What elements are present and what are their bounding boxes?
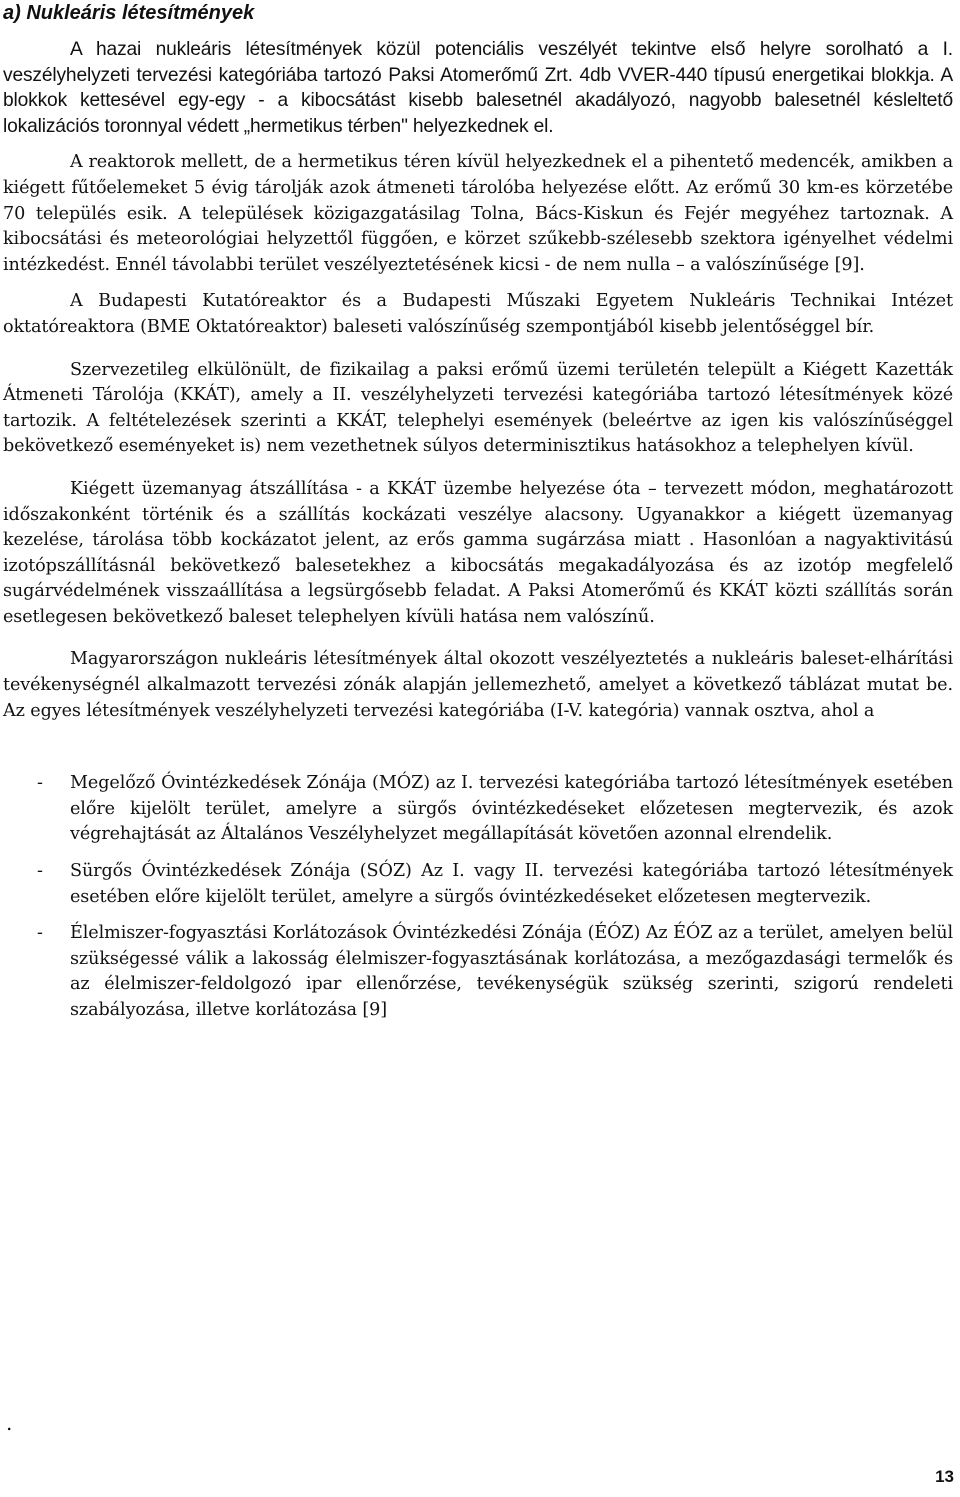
spacer xyxy=(3,139,953,150)
list-item-eoz xyxy=(3,921,953,1023)
stray-period: . xyxy=(6,1411,13,1435)
spacer xyxy=(3,848,953,859)
spacer xyxy=(3,341,953,358)
list-item-text: Sürgős Óvintézkedések Zónája (SÓZ) Az I. vagy II. tervezési kategóriába tartozó létesítmények esetében előre kijelölt terület, amelyre a sürgős óvintézkedéseket előzetesen megtervezik. xyxy=(70,861,953,907)
list-bullet: - xyxy=(37,773,43,794)
spacer xyxy=(3,26,953,37)
page-number: 13 xyxy=(935,1467,954,1486)
list-item-text: Megelőző Óvintézkedések Zónája (MÓZ) az I. tervezési kategóriába tartozó létesítmények esetében előre kijelölt terület, amelyre a sürgős óvintézkedéseket előzetesen megtervezik, és azok végrehajtását az Általános Veszélyhelyzet megállapítását követően azonnal elrendelik. xyxy=(70,773,953,845)
spacer xyxy=(3,460,953,477)
paragraph-fuel-transport: Kiégett üzemanyag átszállítása - a KKÁT üzembe helyezése óta – tervezett módon, meghatározott időszakonként történik és a szállítás kockázati veszélye alacsony. Ugyanakkor a kiégett üzemanyag kezelése, tárolása több kockázatot jelent, az erős gamma sugárzása miatt . Hasonlóan a nagyaktivitású izotópszállításnál bekövetkező balesetekhez a kibocsátás megakadályozása és az izotóp megfelelő sugárvédelmének visszaállítása a legsürgősebb feladat. A Paksi Atomerőmű és KKÁT közti szállítás során esetlegesen bekövetkező baleset telephelyen kívüli hatása nem valószínű. xyxy=(3,478,953,627)
spacer xyxy=(3,630,953,647)
paragraph-budapest-reactors: A Budapesti Kutatóreaktor és a Budapesti Műszaki Egyetem Nukleáris Technikai Intézet oktatóreaktora (BME Oktatóreaktor) baleseti valószínűség szempontjából kisebb jelentőséggel bír. xyxy=(3,291,953,337)
list-bullet: - xyxy=(37,923,43,944)
list-bullet: - xyxy=(37,861,43,882)
list-item-moz xyxy=(3,771,953,848)
spacer xyxy=(3,910,953,921)
paragraph-planning-zones-intro: Magyarországon nukleáris létesítmények által okozott veszélyeztetés a nukleáris baleset-elhárítási tevékenységnél alkalmazott tervezési zónák alapján jellemezhető, amelyet a következő táblázat mutat be. Az egyes létesítmények veszélyhelyzeti tervezési kategóriába (I-V. kategória) vannak osztva, ahol a xyxy=(3,649,953,721)
paragraph-reactor-pools: A reaktorok mellett, de a hermetikus téren kívül helyezkednek el a pihentető medencék, amikben a kiégett fűtőelemeket 5 évig tárolják azok átmeneti tárolóba helyezése előtt. Az erőmű 30 km-es körzetébe 70 település esik. A települések közigazgatásilag Tolna, Bács-Kiskun és Fejér megyéhez tartoznak. A kibocsátási és meteorológiai helyzettől függően, e körzet szűkebb-szélesebb szektora igényelhet védelmi intézkedést. Ennél távolabbi terület veszélyeztetésének kicsi - de nem nulla – a valószínűsége [9]. xyxy=(3,152,953,275)
document-page xyxy=(3,0,953,1024)
paragraph-paks-npp: A hazai nukleáris létesítmények közül potenciális veszélyét tekintve első helyre sorolható a I. veszélyhelyzeti tervezési kategóriába tartozó Paksi Atomerőmű Zrt. 4db VVER-440 típusú energetikai blokkja. A blokkok kettesével egy-egy - a kibocsátást kisebb balesetnél akadályozó, nagyobb balesetnél késleltető lokalizációs toronnyal védett „hermetikus térben" helyezkednek el. xyxy=(3,39,953,137)
list-item-text: Élelmiszer-fogyasztási Korlátozások Óvintézkedési Zónája (ÉÓZ) Az ÉÓZ az a terület, amelyen belül szükségessé válik a lakosság élelmiszer-fogyasztásának korlátozása, a mezőgazdasági termelők és az élelmiszer-feldolgozó ipar ellenőrzése, tevékenységük szükség szerinti, szigorú rendeleti szabályozása, illetve korlátozása [9] xyxy=(70,923,953,1020)
list-item-soz xyxy=(3,859,953,910)
paragraph-kkat: Szervezetileg elkülönült, de fizikailag a paksi erőmű üzemi területén települt a Kiégett Kazetták Átmeneti Tárolója (KKÁT), amely a II. veszélyhelyzeti tervezési kategóriába tartozó létesítmények közé tartozik. A feltételezések szerinti a KKÁT, telephelyi események (beleértve az igen kis valószínűséggel bekövetkező eseményeket is) nem vezethetnek súlyos determinisztikus hatásokhoz a telephelyen kívül. xyxy=(3,359,953,457)
section-heading: a) Nukleáris létesítmények xyxy=(3,2,255,24)
spacer xyxy=(3,278,953,289)
zone-list xyxy=(3,771,953,1023)
spacer xyxy=(3,724,953,771)
